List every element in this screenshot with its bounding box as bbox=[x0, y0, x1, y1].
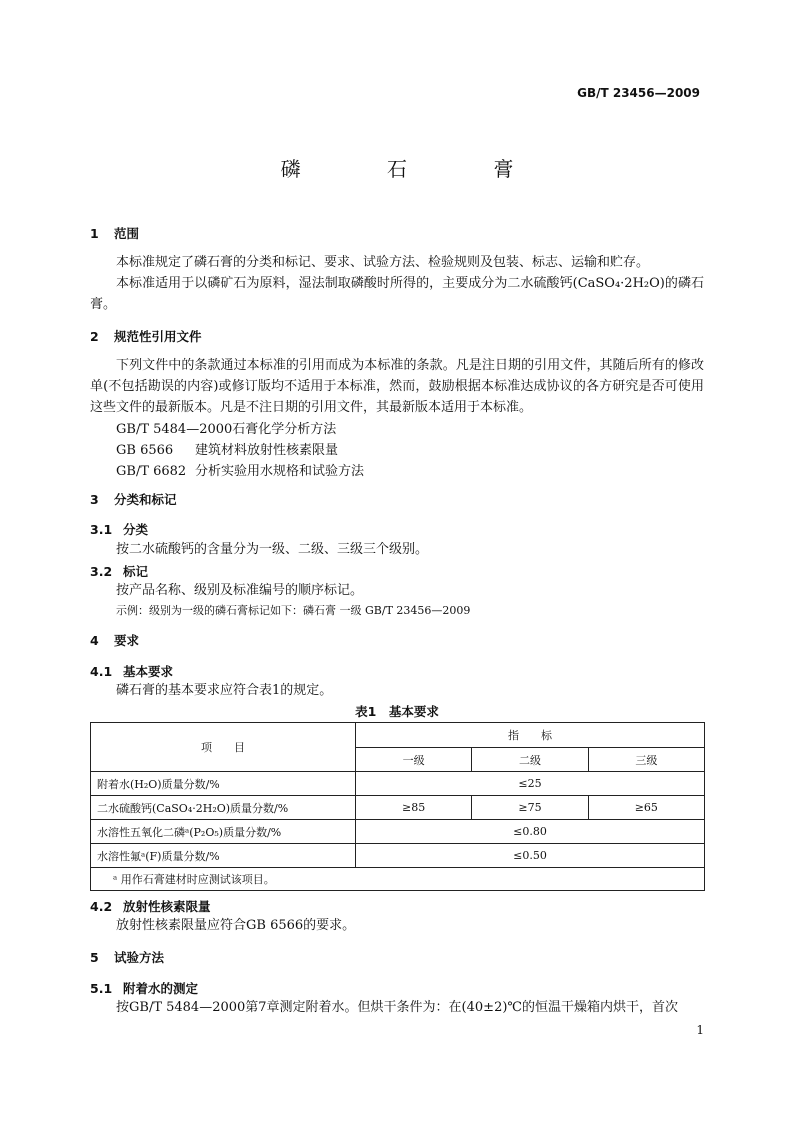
grade-header: 二级 bbox=[472, 748, 588, 772]
reference-name: 分析实验用水规格和试验方法 bbox=[195, 464, 365, 479]
subsection-number: 3.1 bbox=[90, 522, 113, 537]
page-number: 1 bbox=[696, 1023, 704, 1037]
row-value: ≤0.50 bbox=[356, 844, 705, 868]
marking-example: 示例：级别为一级的磷石膏标记如下：磷石膏 一级 GB/T 23456—2009 bbox=[116, 604, 471, 617]
table-header-row bbox=[91, 723, 705, 748]
subsection-title: 基本要求 bbox=[123, 664, 174, 679]
section-number: 3 bbox=[90, 492, 99, 507]
item-header: 项 目 bbox=[91, 723, 356, 772]
section-number: 5 bbox=[90, 950, 99, 965]
paragraph: 下列文件中的条款通过本标准的引用而成为本标准的条款。凡是注日期的引用文件，其随后所有的修改单(不包括勘误的内容)或修订版均不适用于本标准，然而，鼓励根据本标准达成协议的各方研究是否可使用这些文件的最新版本。凡是不注日期的引用文件，其最新版本适用于本标准。 bbox=[90, 358, 704, 415]
table-row bbox=[91, 796, 705, 820]
subsection-4-1-heading bbox=[90, 662, 173, 680]
subsection-5-1-heading bbox=[90, 979, 198, 997]
section-number: 4 bbox=[90, 633, 99, 648]
document-title: 磷 石 膏 bbox=[280, 157, 554, 181]
row-label: 水溶性五氧化二磷ᵃ(P₂O₅)质量分数/% bbox=[91, 820, 356, 844]
subsection-title: 附着水的测定 bbox=[123, 981, 199, 996]
section-title: 试验方法 bbox=[114, 950, 165, 965]
index-header: 指 标 bbox=[356, 723, 705, 748]
subsection-4-2-heading bbox=[90, 897, 211, 915]
row-value: ≥85 bbox=[356, 796, 472, 820]
paragraph: 按产品名称、级别及标准编号的顺序标记。 bbox=[116, 583, 364, 598]
reference-code: GB 6566 bbox=[116, 443, 174, 458]
table-row bbox=[91, 772, 705, 796]
paragraph: 磷石膏的基本要求应符合表1的规定。 bbox=[116, 683, 333, 698]
subsection-3-2-heading bbox=[90, 562, 148, 580]
grade-header: 三级 bbox=[588, 748, 704, 772]
row-label: 水溶性氟ᵃ(F)质量分数/% bbox=[91, 844, 356, 868]
row-label: 附着水(H₂O)质量分数/% bbox=[91, 772, 356, 796]
section-2-heading bbox=[90, 327, 202, 345]
reference-item bbox=[116, 460, 364, 479]
reference-code: GB/T 6682 bbox=[116, 464, 187, 479]
paragraph: 按二水硫酸钙的含量分为一级、二级、三级三个级别。 bbox=[116, 542, 429, 557]
subsection-number: 3.2 bbox=[90, 564, 113, 579]
subsection-number: 4.2 bbox=[90, 899, 113, 914]
subsection-number: 5.1 bbox=[90, 981, 113, 996]
section-title: 要求 bbox=[114, 633, 140, 648]
table-footnote: ᵃ 用作石膏建材时应测试该项目。 bbox=[91, 868, 705, 891]
grade-header: 一级 bbox=[356, 748, 472, 772]
table-caption: 表1 基本要求 bbox=[355, 704, 439, 719]
subsection-title: 放射性核素限量 bbox=[123, 899, 211, 914]
subsection-number: 4.1 bbox=[90, 664, 113, 679]
row-value: ≤25 bbox=[356, 772, 705, 796]
subsection-title: 分类 bbox=[123, 522, 149, 537]
paragraph: 放射性核素限量应符合GB 6566的要求。 bbox=[116, 918, 356, 933]
reference-code: GB/T 5484—2000 bbox=[116, 422, 233, 437]
requirements-table bbox=[90, 722, 705, 891]
paragraph: 本标准规定了磷石膏的分类和标记、要求、试验方法、检验规则及包装、标志、运输和贮存。 bbox=[116, 255, 650, 270]
reference-item bbox=[116, 439, 338, 458]
standard-code: GB/T 23456—2009 bbox=[577, 86, 700, 100]
row-value: ≥65 bbox=[588, 796, 704, 820]
subsection-3-1-heading bbox=[90, 520, 148, 538]
section-1-heading bbox=[90, 224, 139, 242]
section-title: 范围 bbox=[114, 226, 140, 241]
row-value: ≤0.80 bbox=[356, 820, 705, 844]
section-number: 2 bbox=[90, 329, 99, 344]
reference-name: 石膏化学分析方法 bbox=[232, 422, 337, 437]
paragraph: 按GB/T 5484—2000第7章测定附着水。但烘干条件为：在(40±2)℃的恒温干燥箱内烘干，首次 bbox=[116, 1000, 678, 1015]
reference-item bbox=[116, 418, 336, 437]
section-3-heading bbox=[90, 490, 177, 508]
table-footnote-row bbox=[91, 868, 705, 891]
section-4-heading bbox=[90, 631, 139, 649]
row-label: 二水硫酸钙(CaSO₄·2H₂O)质量分数/% bbox=[91, 796, 356, 820]
table-row bbox=[91, 820, 705, 844]
section-title: 规范性引用文件 bbox=[114, 329, 202, 344]
section-title: 分类和标记 bbox=[114, 492, 177, 507]
reference-name: 建筑材料放射性核素限量 bbox=[195, 443, 339, 458]
row-value: ≥75 bbox=[472, 796, 588, 820]
paragraph: 本标准适用于以磷矿石为原料，湿法制取磷酸时所得的，主要成分为二水硫酸钙(CaSO₄·2H₂O)的磷石膏。 bbox=[90, 276, 704, 312]
table-row bbox=[91, 844, 705, 868]
subsection-title: 标记 bbox=[123, 564, 149, 579]
section-5-heading bbox=[90, 948, 164, 966]
section-number: 1 bbox=[90, 226, 99, 241]
